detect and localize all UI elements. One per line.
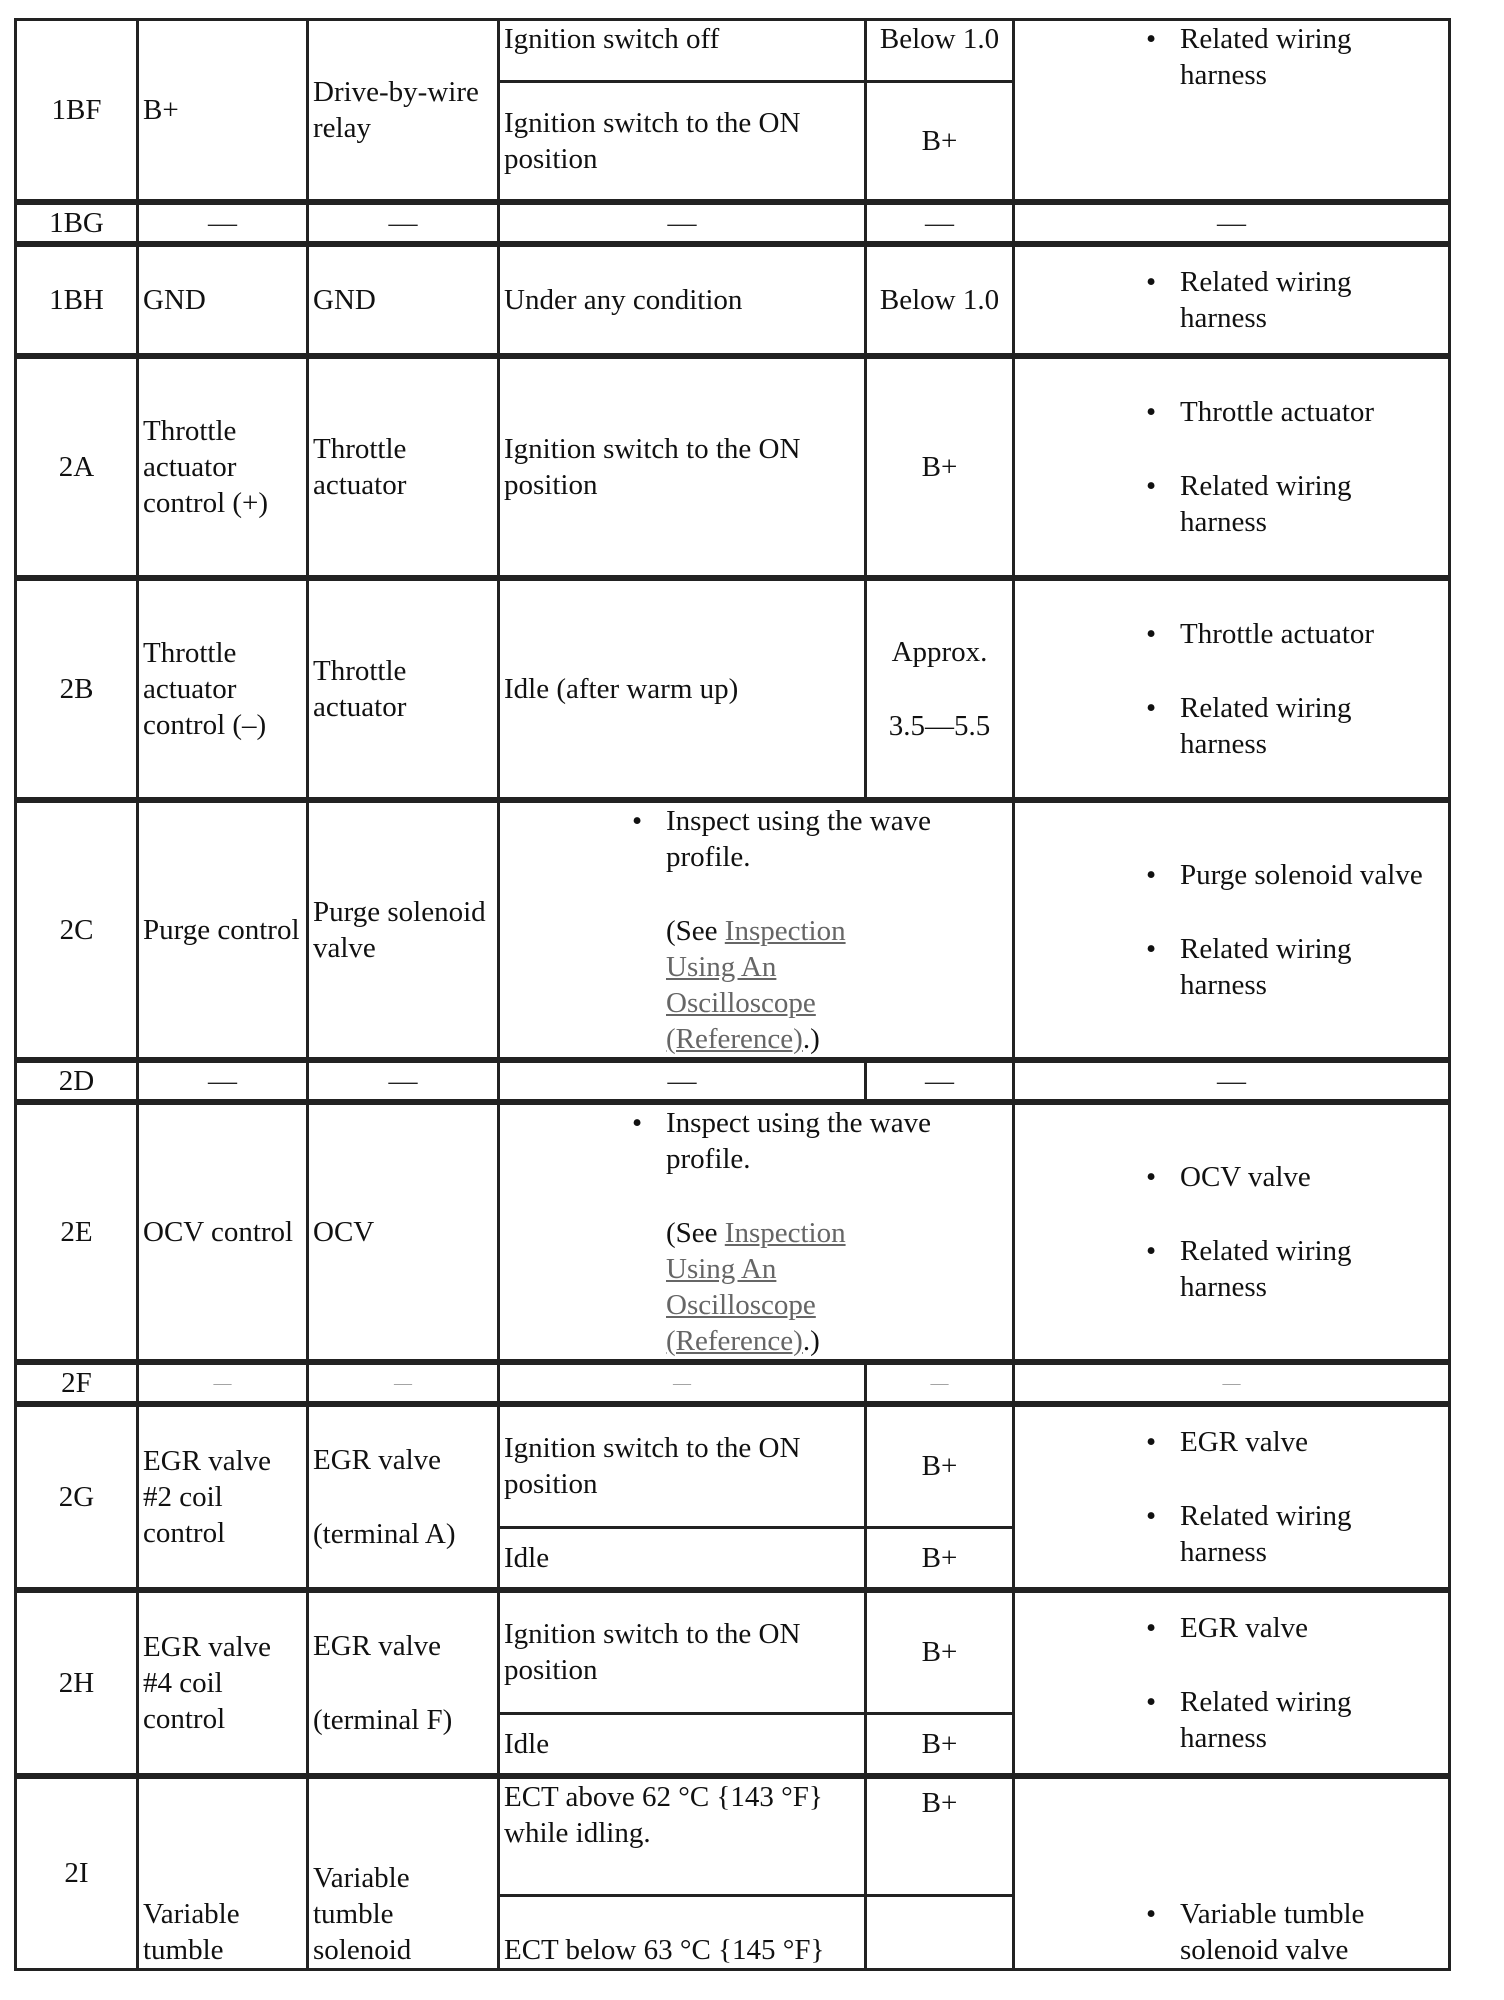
table-row (16, 244, 1450, 356)
terminal-cell: 2H (16, 1590, 138, 1776)
table-row (16, 202, 1450, 244)
condition-cell: ECT below 63 °C {145 °F} (499, 1896, 866, 1970)
voltage-cell: B+ (866, 1714, 1014, 1776)
signal-cell: Variable tumble (138, 1776, 308, 1970)
check-item: • Throttle actuator (1180, 616, 1444, 652)
signal-cell: Purge control (138, 800, 308, 1060)
terminal-cell: 2A (16, 356, 138, 578)
voltage-cell: — (866, 1362, 1014, 1404)
table-row (16, 1362, 1450, 1404)
check-cell: — (1014, 202, 1450, 244)
connected-to-cell: Drive-by-wire relay (308, 20, 499, 202)
signal-cell: OCV control (138, 1102, 308, 1362)
condition-cell: — (499, 1060, 866, 1102)
voltage-cell: B+ (866, 82, 1014, 202)
connected-to-name: EGR valve (313, 1629, 442, 1662)
condition-cell: Under any condition (499, 244, 866, 356)
voltage-cell: — (866, 1060, 1014, 1102)
connected-to-cell: Purge solenoid valve (308, 800, 499, 1060)
condition-cell: Idle (499, 1714, 866, 1776)
signal-cell: EGR valve #4 coil control (138, 1590, 308, 1776)
see-prefix: (See (666, 1216, 725, 1249)
check-cell: — (1014, 1362, 1450, 1404)
see-suffix: .) (802, 1324, 820, 1357)
condition-cell: Idle (after warm up) (499, 578, 866, 800)
check-item: • Variable tumble solenoid valve (1180, 1896, 1444, 1968)
voltage-cell (866, 578, 1014, 800)
voltage-cell: B+ (866, 1528, 1014, 1590)
condition-cell: Ignition switch to the ON position (499, 82, 866, 202)
check-item: • Related wiring harness (1180, 1233, 1444, 1305)
signal-cell: — (138, 202, 308, 244)
condition-cell: ECT above 62 °C {143 °F} while idling. (499, 1776, 866, 1896)
check-cell (1014, 1404, 1450, 1590)
terminal-cell: 1BH (16, 244, 138, 356)
check-item: • Related wiring harness (1180, 264, 1444, 336)
table-row (16, 1776, 1450, 1896)
voltage-approx: Approx. (891, 635, 988, 668)
terminal-table (14, 18, 1451, 1971)
connected-to-cell: — (308, 1060, 499, 1102)
table-row (16, 800, 1450, 1060)
table-row (16, 578, 1450, 800)
check-cell: — (1014, 1060, 1450, 1102)
connected-to-cell: — (308, 1362, 499, 1404)
inspection-cell (499, 800, 1014, 1060)
inspect-item (666, 1105, 1008, 1359)
condition-cell: Ignition switch to the ON position (499, 1590, 866, 1714)
check-item: • Throttle actuator (1180, 394, 1444, 430)
signal-cell: — (138, 1060, 308, 1102)
table-row (16, 1590, 1450, 1714)
check-cell (1014, 356, 1450, 578)
connected-to-cell (308, 1404, 499, 1590)
voltage-cell: B+ (866, 1776, 1014, 1896)
connected-to-cell: — (308, 202, 499, 244)
terminal-cell: 2D (16, 1060, 138, 1102)
terminal-cell: 1BG (16, 202, 138, 244)
connected-to-name: EGR valve (313, 1443, 442, 1476)
table-row (16, 1404, 1450, 1528)
signal-cell: EGR valve #2 coil control (138, 1404, 308, 1590)
check-item: • EGR valve (1180, 1610, 1444, 1646)
condition-cell: Ignition switch to the ON position (499, 1404, 866, 1528)
check-cell (1014, 244, 1450, 356)
voltage-cell: — (866, 202, 1014, 244)
check-cell (1014, 578, 1450, 800)
terminal-cell: 2I (16, 1776, 138, 1970)
voltage-cell: B+ (866, 1590, 1014, 1714)
check-cell (1014, 1776, 1450, 1970)
check-item: • Related wiring harness (1180, 690, 1444, 762)
check-item: • Purge solenoid valve (1180, 857, 1444, 893)
signal-cell: GND (138, 244, 308, 356)
condition-cell: Idle (499, 1528, 866, 1590)
connected-to-terminal: (terminal A) (313, 1517, 456, 1550)
inspect-text: Inspect using the wave profile. (666, 804, 931, 873)
terminal-cell: 2B (16, 578, 138, 800)
condition-cell: Ignition switch to the ON position (499, 356, 866, 578)
signal-cell: — (138, 1362, 308, 1404)
connected-to-cell (308, 1590, 499, 1776)
table-row (16, 356, 1450, 578)
check-item: • Related wiring harness (1180, 1684, 1444, 1756)
check-cell (1014, 1590, 1450, 1776)
see-suffix: .) (802, 1022, 820, 1055)
check-item: • Related wiring harness (1180, 21, 1444, 93)
connected-to-cell: Throttle actuator (308, 578, 499, 800)
check-item: • Related wiring harness (1180, 1498, 1444, 1570)
voltage-cell: B+ (866, 356, 1014, 578)
table-row (16, 20, 1450, 82)
table-row (16, 1102, 1450, 1362)
inspect-item (666, 803, 1008, 1057)
terminal-cell: 2G (16, 1404, 138, 1590)
connected-to-cell: Throttle actuator (308, 356, 499, 578)
terminal-cell: 2F (16, 1362, 138, 1404)
inspect-text: Inspect using the wave profile. (666, 1106, 931, 1175)
see-reference (666, 1215, 876, 1359)
check-cell (1014, 20, 1450, 202)
voltage-cell: Below 1.0 (866, 244, 1014, 356)
terminal-cell: 1BF (16, 20, 138, 202)
voltage-range: 3.5—5.5 (888, 709, 991, 742)
condition-cell: Ignition switch off (499, 20, 866, 82)
check-item: • OCV valve (1180, 1159, 1444, 1195)
oscilloscope-reference-link[interactable]: Inspection Using An Oscilloscope (Reference) (666, 914, 846, 1055)
condition-cell: — (499, 1362, 866, 1404)
voltage-cell: Below 1.0 (866, 20, 1014, 82)
voltage-cell: B+ (866, 1404, 1014, 1528)
see-prefix: (See (666, 914, 725, 947)
signal-cell: B+ (138, 20, 308, 202)
voltage-cell (866, 1896, 1014, 1970)
check-item: • EGR valve (1180, 1424, 1444, 1460)
terminal-cell: 2C (16, 800, 138, 1060)
connected-to-cell: Variable tumble solenoid (308, 1776, 499, 1970)
check-cell (1014, 1102, 1450, 1362)
terminal-cell: 2E (16, 1102, 138, 1362)
table-row (16, 1060, 1450, 1102)
signal-cell: Throttle actuator control (+) (138, 356, 308, 578)
condition-cell: — (499, 202, 866, 244)
connected-to-cell: OCV (308, 1102, 499, 1362)
connected-to-cell: GND (308, 244, 499, 356)
check-item: • Related wiring harness (1180, 931, 1444, 1003)
signal-cell: Throttle actuator control (–) (138, 578, 308, 800)
oscilloscope-reference-link[interactable]: Inspection Using An Oscilloscope (Reference) (666, 1216, 846, 1357)
check-item: • Related wiring harness (1180, 468, 1444, 540)
see-reference (666, 913, 876, 1057)
connected-to-terminal: (terminal F) (313, 1703, 453, 1736)
inspection-cell (499, 1102, 1014, 1362)
check-cell (1014, 800, 1450, 1060)
